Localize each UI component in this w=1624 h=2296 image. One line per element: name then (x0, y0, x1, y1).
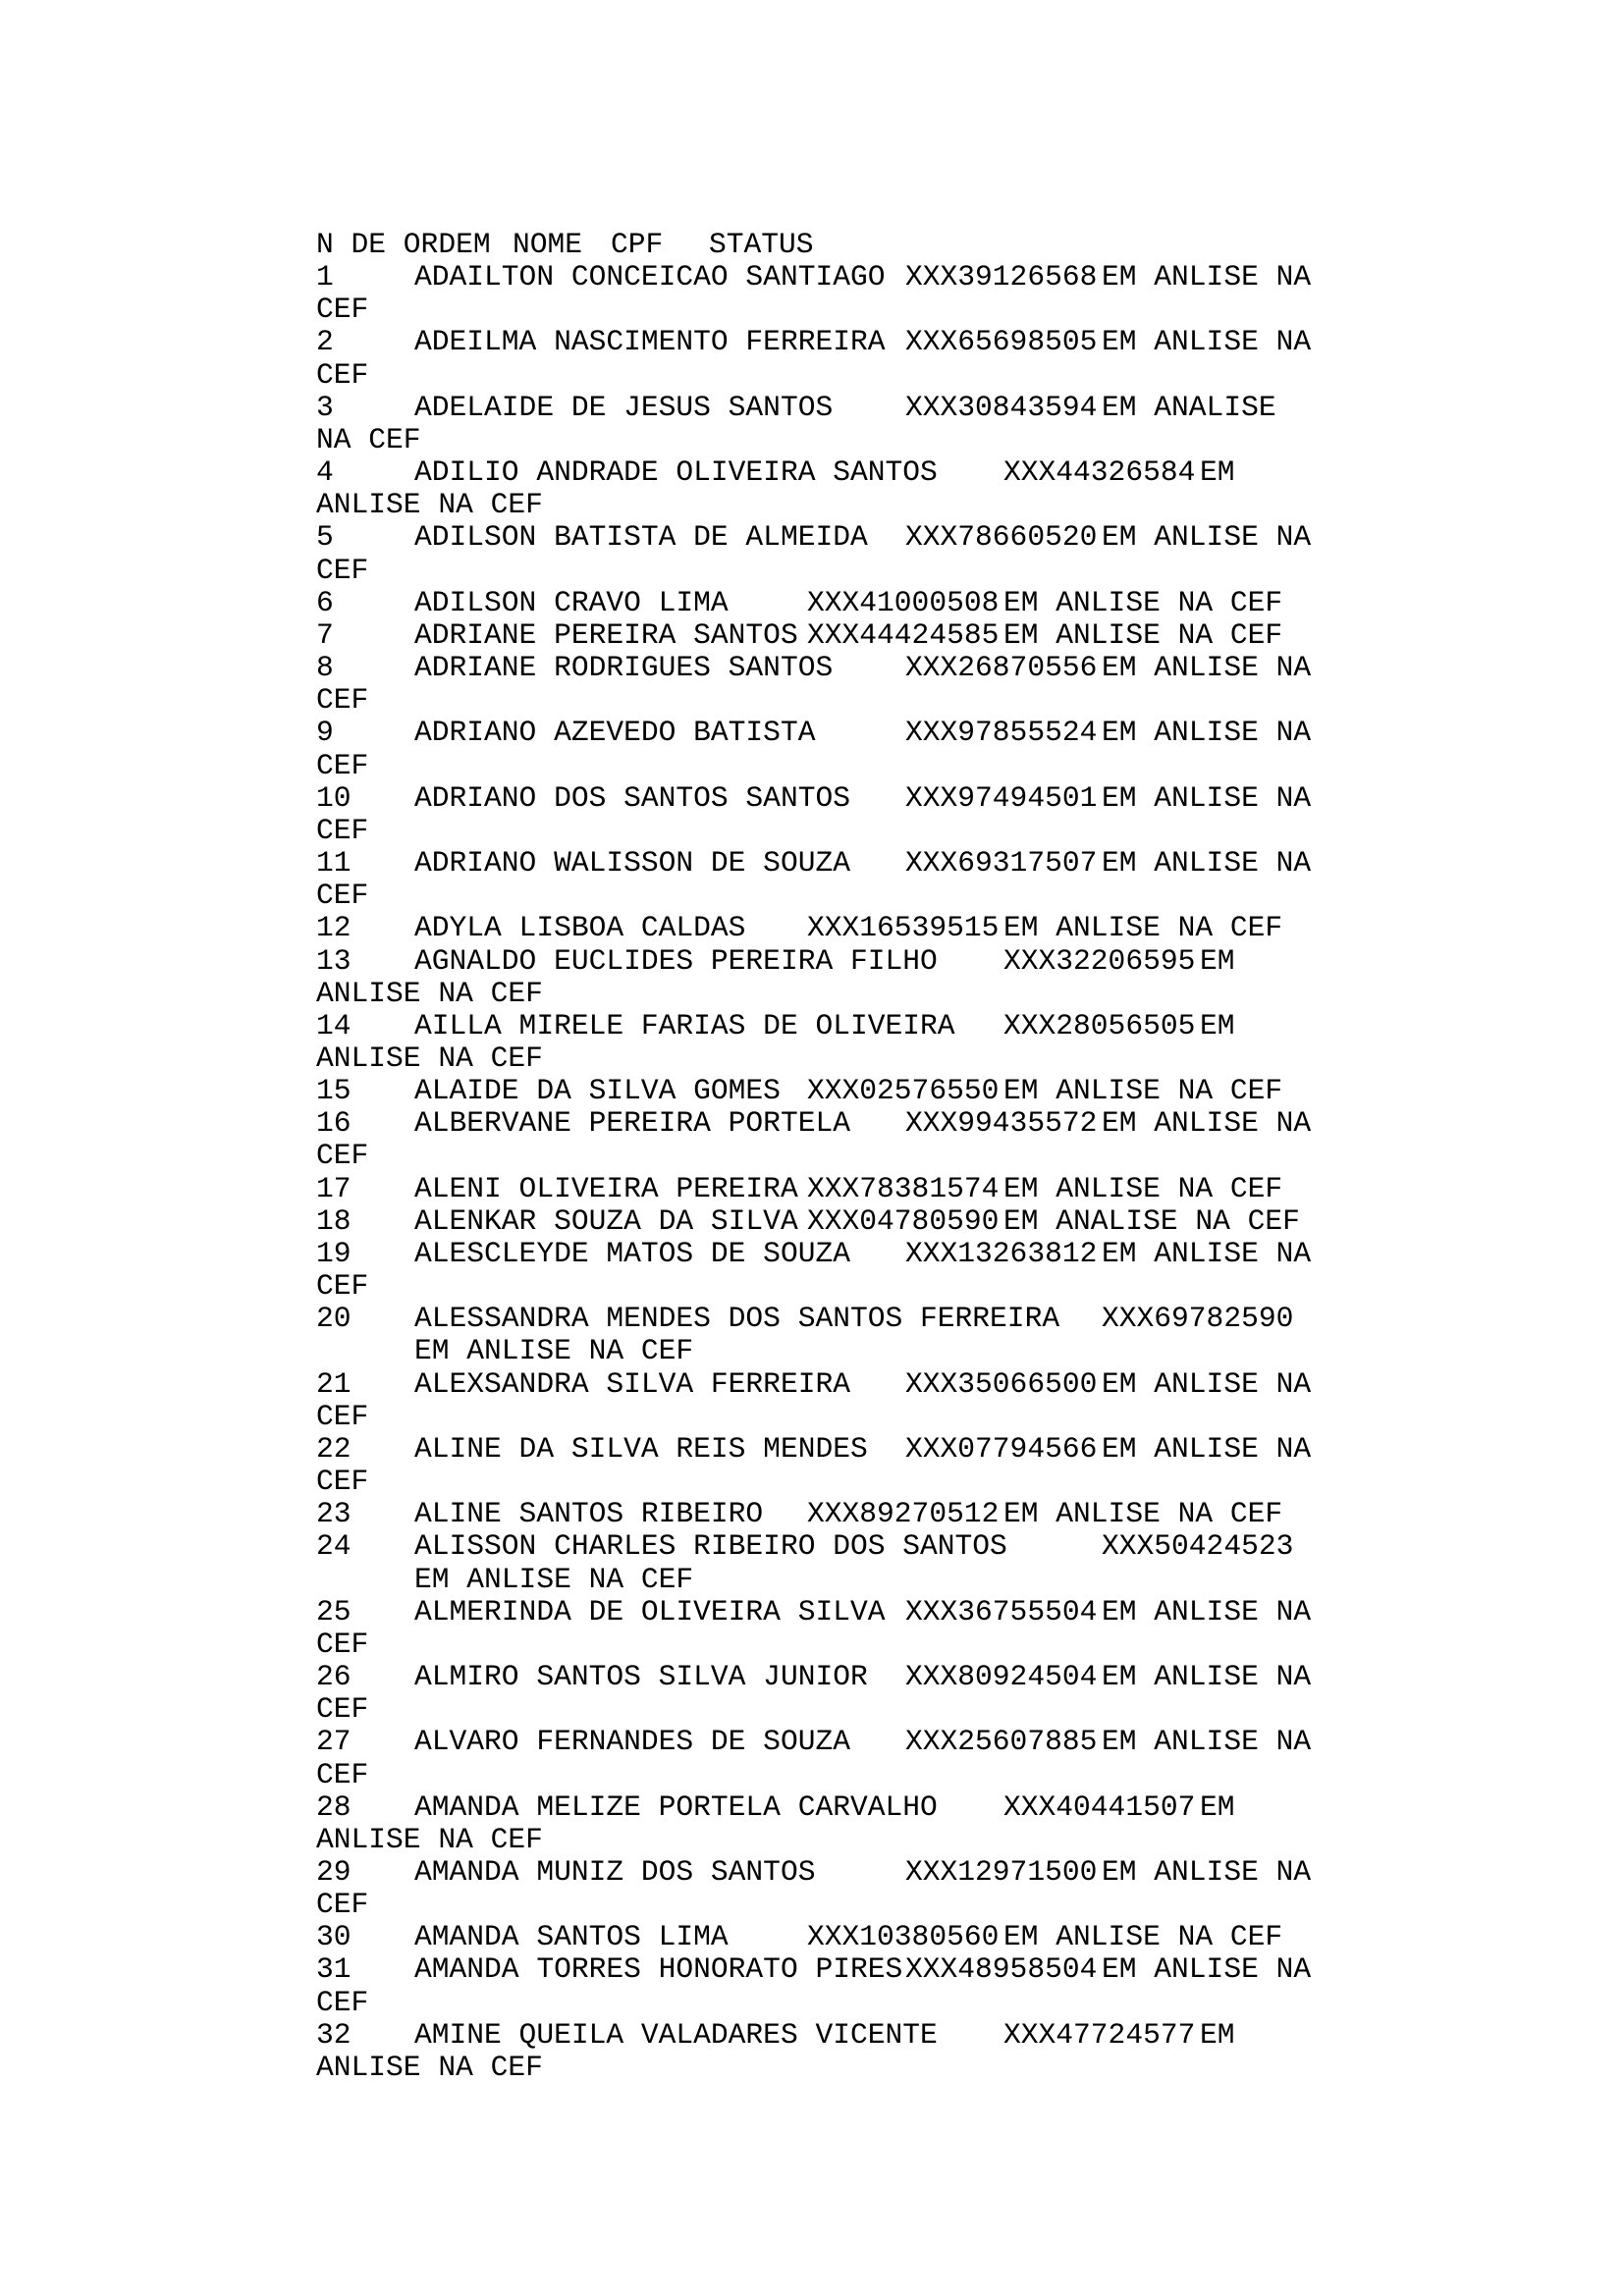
status-text: EM ANLISE NA (1102, 325, 1312, 359)
status-text: EM ANLISE NA CEF (1003, 617, 1283, 652)
text-line (316, 1401, 1416, 1434)
cpf-value: XXX78381574 (807, 1171, 1000, 1205)
cpf-value: XXX16539515 (807, 911, 1000, 945)
status-text: EM ANLISE NA (1102, 1594, 1312, 1629)
order-number: 23 (316, 1497, 352, 1531)
order-number: 25 (316, 1594, 352, 1629)
cpf-value: XXX89270512 (807, 1497, 1000, 1531)
status-text: CEF (316, 1139, 369, 1173)
status-text: EM ANLISE NA (1102, 651, 1312, 685)
person-name: ALINE SANTOS RIBEIRO (414, 1497, 764, 1531)
person-name: ALAIDE DA SILVA GOMES (414, 1074, 781, 1108)
status-text: EM (1200, 943, 1235, 978)
status-text: EM ANLISE NA (1102, 1236, 1312, 1270)
text-line (316, 782, 1416, 816)
text-line (316, 456, 1416, 490)
status-text: EM ANLISE NA (1102, 1952, 1312, 1987)
order-number: 8 (316, 651, 334, 685)
text-line (316, 1661, 1416, 1694)
text-line (316, 1368, 1416, 1402)
cpf-value: XXX30843594 (905, 390, 1098, 424)
person-name: ALMERINDA DE OLIVEIRA SILVA (414, 1594, 886, 1629)
status-text: EM ANLISE NA (1102, 716, 1312, 750)
status-text: EM ANLISE NA (1102, 1431, 1312, 1466)
order-number: 26 (316, 1660, 352, 1694)
cpf-value: XXX28056505 (1003, 1008, 1196, 1042)
cpf-value: XXX97855524 (905, 716, 1098, 750)
text-line (316, 2052, 1416, 2085)
order-number: 14 (316, 1008, 352, 1042)
status-text: CEF (316, 1627, 369, 1661)
order-number: 7 (316, 617, 334, 652)
person-name: AMINE QUEILA VALADARES VICENTE (414, 2017, 938, 2052)
person-name: ADEILMA NASCIMENTO FERREIRA (414, 325, 886, 359)
cpf-value: XXX26870556 (905, 651, 1098, 685)
text-line (316, 1466, 1416, 1499)
cpf-value: XXX80924504 (905, 1660, 1098, 1694)
text-line (316, 1596, 1416, 1629)
person-name: ADILSON BATISTA DE ALMEIDA (414, 520, 868, 555)
order-number: 10 (316, 780, 352, 815)
text-line (316, 717, 1416, 750)
text-line (316, 1042, 1416, 1076)
status-text: CEF (316, 879, 369, 913)
status-text: EM (1200, 2017, 1235, 2052)
status-text: CEF (316, 1985, 369, 2019)
text-line (316, 880, 1416, 913)
person-name: ADRIANE PEREIRA SANTOS (414, 617, 798, 652)
text-line (316, 1530, 1416, 1564)
order-number: 32 (316, 2017, 352, 2052)
cpf-value: XXX41000508 (807, 585, 1000, 619)
person-name: ADYLA LISBOA CALDAS (414, 911, 746, 945)
text-line (316, 1107, 1416, 1141)
cpf-value: XXX50424523 (1102, 1529, 1294, 1564)
status-text: CEF (316, 357, 369, 392)
text-line (316, 978, 1416, 1011)
text-line (316, 912, 1416, 945)
person-name: AGNALDO EUCLIDES PEREIRA FILHO (414, 943, 938, 978)
text-line (316, 1791, 1416, 1825)
status-text: EM ANLISE NA (1102, 1106, 1312, 1141)
status-text: CEF (316, 683, 369, 718)
person-name: ALINE DA SILVA REIS MENDES (414, 1431, 868, 1466)
text-line (316, 555, 1416, 588)
person-name: AMANDA MUNIZ DOS SANTOS (414, 1855, 816, 1889)
cpf-value: XXX02576550 (807, 1074, 1000, 1108)
text-line (316, 684, 1416, 718)
cpf-value: XXX97494501 (905, 780, 1098, 815)
cpf-value: XXX78660520 (905, 520, 1098, 555)
cpf-value: XXX04780590 (807, 1203, 1000, 1238)
status-text: EM ANLISE NA CEF (1003, 911, 1283, 945)
person-name: ALBERVANE PEREIRA PORTELA (414, 1106, 850, 1141)
text-line (316, 945, 1416, 979)
text-line (316, 392, 1416, 425)
order-number: 11 (316, 846, 352, 881)
column-header-nome: NOME (513, 228, 583, 261)
status-text: ANLISE NA CEF (316, 1822, 543, 1856)
status-text: EM ANLISE NA (1102, 520, 1312, 555)
status-text: CEF (316, 748, 369, 782)
person-name: ADELAIDE DE JESUS SANTOS (414, 390, 834, 424)
status-text: EM (1200, 1008, 1235, 1042)
person-name: AMANDA SANTOS LIMA (414, 1920, 729, 1954)
cpf-value: XXX35066500 (905, 1366, 1098, 1401)
cpf-value: XXX25607885 (905, 1725, 1098, 1759)
order-number: 15 (316, 1074, 352, 1108)
person-name: AMANDA TORRES HONORATO PIRES (414, 1952, 903, 1987)
text-line (316, 1335, 1416, 1368)
column-header-cpf: CPF (611, 228, 664, 261)
status-text: EM ANLISE NA (1102, 846, 1312, 881)
status-text: ANLISE NA CEF (316, 488, 543, 522)
cpf-value: XXX10380560 (807, 1920, 1000, 1954)
cpf-value: XXX69782590 (1102, 1302, 1294, 1336)
cpf-value: XXX39126568 (905, 260, 1098, 294)
text-line (316, 1856, 1416, 1890)
status-text: EM ANLISE NA (1102, 1725, 1312, 1759)
order-number: 28 (316, 1789, 352, 1824)
text-line (316, 1953, 1416, 1987)
text-line (316, 1173, 1416, 1206)
column-header-ordem: N DE ORDEM (316, 228, 491, 261)
order-number: 4 (316, 455, 334, 490)
text-line (316, 1238, 1416, 1271)
order-number: 29 (316, 1855, 352, 1889)
order-number: 27 (316, 1725, 352, 1759)
person-name: ALISSON CHARLES RIBEIRO DOS SANTOS (414, 1529, 1007, 1564)
order-number: 13 (316, 943, 352, 978)
status-text: CEF (316, 293, 369, 327)
text-line (316, 1726, 1416, 1759)
cpf-value: XXX07794566 (905, 1431, 1098, 1466)
text-line (316, 652, 1416, 685)
person-name: ALVARO FERNANDES DE SOUZA (414, 1725, 850, 1759)
cpf-value: XXX69317507 (905, 846, 1098, 881)
text-line (316, 1433, 1416, 1467)
person-name: ALESSANDRA MENDES DOS SANTOS FERREIRA (414, 1302, 1060, 1336)
text-line (316, 424, 1416, 457)
text-line (316, 326, 1416, 359)
person-name: ADRIANE RODRIGUES SANTOS (414, 651, 834, 685)
status-text: CEF (316, 1465, 369, 1499)
text-line (316, 261, 1416, 294)
cpf-value: XXX36755504 (905, 1594, 1098, 1629)
status-text: EM ANALISE (1102, 390, 1276, 424)
text-line (316, 619, 1416, 653)
text-line (316, 229, 1416, 262)
status-text: EM (1200, 1789, 1235, 1824)
order-number: 17 (316, 1171, 352, 1205)
person-name: ADAILTON CONCEICAO SANTIAGO (414, 260, 886, 294)
person-name: ADILSON CRAVO LIMA (414, 585, 729, 619)
text-line (316, 587, 1416, 620)
status-text: ANLISE NA CEF (316, 976, 543, 1010)
status-text: CEF (316, 813, 369, 847)
person-name: ADRIANO WALISSON DE SOUZA (414, 846, 850, 881)
person-name: ALENKAR SOUZA DA SILVA (414, 1203, 798, 1238)
text-line (316, 1303, 1416, 1336)
text-line (316, 1140, 1416, 1173)
status-text: CEF (316, 1399, 369, 1433)
cpf-value: XXX44326584 (1003, 455, 1196, 490)
status-text: EM ANLISE NA (1102, 1660, 1312, 1694)
person-name: ALESCLEYDE MATOS DE SOUZA (414, 1236, 850, 1270)
order-number: 22 (316, 1431, 352, 1466)
status-text: EM ANLISE NA CEF (414, 1334, 694, 1368)
order-number: 2 (316, 325, 334, 359)
text-line (316, 1759, 1416, 1792)
cpf-value: XXX47724577 (1003, 2017, 1196, 2052)
cpf-value: XXX40441507 (1003, 1789, 1196, 1824)
order-number: 21 (316, 1366, 352, 1401)
order-number: 16 (316, 1106, 352, 1141)
order-number: 9 (316, 716, 334, 750)
person-name: ALMIRO SANTOS SILVA JUNIOR (414, 1660, 868, 1694)
person-name: AILLA MIRELE FARIAS DE OLIVEIRA (414, 1008, 955, 1042)
status-text: CEF (316, 1757, 369, 1791)
status-text: EM ANLISE NA (1102, 1855, 1312, 1889)
order-number: 31 (316, 1952, 352, 1987)
text-line (316, 1889, 1416, 1922)
text-line (316, 294, 1416, 327)
status-text: EM ANLISE NA (1102, 1366, 1312, 1401)
order-number: 19 (316, 1236, 352, 1270)
text-line (316, 489, 1416, 522)
person-name: ADILIO ANDRADE OLIVEIRA SANTOS (414, 455, 938, 490)
order-number: 20 (316, 1302, 352, 1336)
text-line (316, 1693, 1416, 1727)
text-line (316, 1921, 1416, 1954)
text-line (316, 1075, 1416, 1108)
status-text: CEF (316, 1888, 369, 1922)
cpf-value: XXX48958504 (905, 1952, 1098, 1987)
status-text: EM (1200, 455, 1235, 490)
status-text: EM ANALISE NA CEF (1003, 1203, 1300, 1238)
status-text: ANLISE NA CEF (316, 2050, 543, 2084)
text-line (316, 1629, 1416, 1662)
status-text: EM ANLISE NA CEF (414, 1562, 694, 1596)
status-text: NA CEF (316, 422, 421, 456)
status-text: EM ANLISE NA (1102, 780, 1312, 815)
text-line (316, 1564, 1416, 1597)
text-line (316, 1205, 1416, 1239)
status-text: EM ANLISE NA CEF (1003, 585, 1283, 619)
order-number: 30 (316, 1920, 352, 1954)
text-line (316, 750, 1416, 783)
status-text: EM ANLISE NA CEF (1003, 1497, 1283, 1531)
text-line (316, 1824, 1416, 1857)
text-line (316, 847, 1416, 881)
person-name: AMANDA MELIZE PORTELA CARVALHO (414, 1789, 938, 1824)
status-text: CEF (316, 1692, 369, 1727)
order-number: 6 (316, 585, 334, 619)
column-header-status: STATUS (709, 228, 814, 261)
cpf-value: XXX44424585 (807, 617, 1000, 652)
status-text: EM ANLISE NA (1102, 260, 1312, 294)
person-name: ALENI OLIVEIRA PEREIRA (414, 1171, 798, 1205)
cpf-value: XXX12971500 (905, 1855, 1098, 1889)
person-name: ADRIANO DOS SANTOS SANTOS (414, 780, 850, 815)
person-name: ADRIANO AZEVEDO BATISTA (414, 716, 816, 750)
cpf-value: XXX99435572 (905, 1106, 1098, 1141)
cpf-value: XXX65698505 (905, 325, 1098, 359)
text-line (316, 1010, 1416, 1043)
status-text: EM ANLISE NA CEF (1003, 1920, 1283, 1954)
status-text: EM ANLISE NA CEF (1003, 1074, 1283, 1108)
text-line (316, 1270, 1416, 1304)
status-text: CEF (316, 553, 369, 587)
order-number: 5 (316, 520, 334, 555)
text-line (316, 1987, 1416, 2020)
order-number: 12 (316, 911, 352, 945)
status-text: EM ANLISE NA CEF (1003, 1171, 1283, 1205)
text-line (316, 521, 1416, 555)
order-number: 18 (316, 1203, 352, 1238)
text-line (316, 1498, 1416, 1531)
order-number: 24 (316, 1529, 352, 1564)
order-number: 1 (316, 260, 334, 294)
order-number: 3 (316, 390, 334, 424)
text-line (316, 2019, 1416, 2053)
person-name: ALEXSANDRA SILVA FERREIRA (414, 1366, 850, 1401)
cpf-value: XXX13263812 (905, 1236, 1098, 1270)
cpf-value: XXX32206595 (1003, 943, 1196, 978)
status-text: CEF (316, 1269, 369, 1304)
text-line (316, 359, 1416, 393)
status-text: ANLISE NA CEF (316, 1041, 543, 1075)
text-line (316, 815, 1416, 848)
